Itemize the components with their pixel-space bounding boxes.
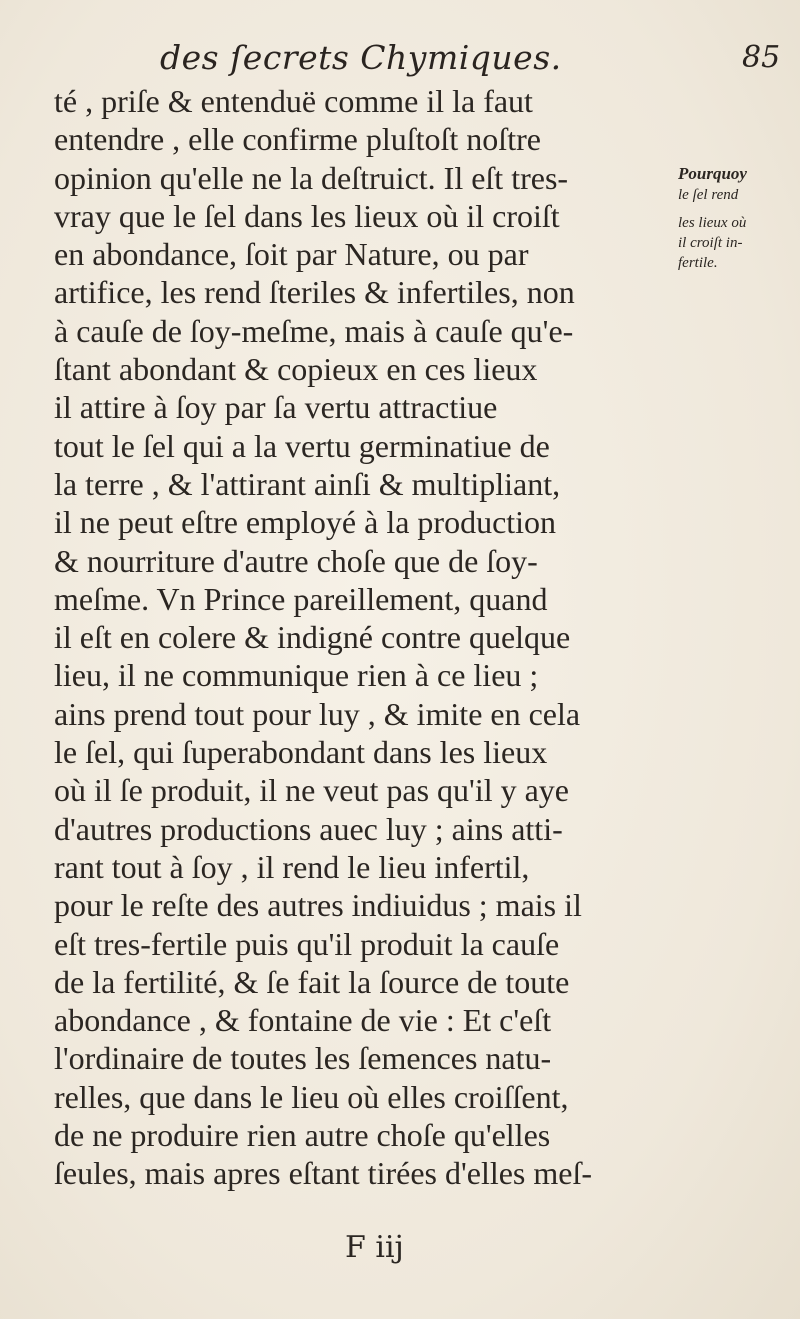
text-line: il attire à ſoy par ſa vertu attractiue (54, 389, 498, 426)
text-line: l'ordinaire de toutes les ſemences natu- (54, 1040, 552, 1077)
text-line: eſt tres-fertile puis qu'il produit la cauſe (54, 925, 560, 962)
running-title: des ſecrets Chymiques. (160, 38, 562, 77)
text-line: artifice, les rend ſteriles & infertiles, non (54, 274, 575, 311)
body-text (54, 82, 674, 1193)
text-line: tout le ſel qui a la vertu germinatiue de (54, 427, 550, 464)
text-line: pour le reſte des autres indiuidus ; mais il (54, 887, 582, 924)
text-line: entendre , elle confirme pluſtoſt noſtre (54, 121, 541, 158)
text-line: vray que le ſel dans les lieux où il croiſt (54, 197, 560, 234)
text-line: de la fertilité, & ſe fait la ſource de toute (54, 963, 570, 1000)
text-line: lieu, il ne communique rien à ce lieu ; (54, 657, 539, 694)
text-line: ſeules, mais apres eſtant tirées d'elles meſ- (54, 1155, 593, 1192)
text-line: ſtant abondant & copieux en ces lieux (54, 351, 538, 388)
text-line: de ne produire rien autre choſe qu'elles (54, 1117, 551, 1154)
text-line: en abondance, ſoit par Nature, ou par (54, 236, 529, 273)
text-line: & nourriture d'autre choſe que de ſoy- (54, 542, 538, 579)
text-line: il eſt en colere & indigné contre quelque (54, 619, 571, 656)
text-line: abondance , & fontaine de vie : Et c'eſt (54, 1002, 552, 1039)
text-line: il ne peut eſtre employé à la production (54, 504, 557, 541)
margin-note-line: le ſel rend (678, 187, 739, 203)
text-line: opinion qu'elle ne la deſtruict. Il eſt tres- (54, 159, 569, 196)
text-line: relles, que dans le lieu où elles croiſſent, (54, 1078, 569, 1115)
margin-note-line: Pourquoy (678, 164, 747, 183)
text-line: té , priſe & entenduë comme il la faut (54, 83, 533, 119)
text-line: d'autres productions auec luy ; ains atti- (54, 810, 563, 847)
margin-note-line: les lieux où (678, 215, 747, 231)
text-line: meſme. Vn Prince pareillement, quand (54, 580, 548, 617)
text-line: la terre , & l'attirant ainſi & multipliant, (54, 465, 561, 502)
text-line: où il ſe produit, il ne veut pas qu'il y aye (54, 772, 569, 809)
margin-note-line: fertile. (678, 255, 718, 271)
margin-note (678, 163, 793, 273)
margin-note-line: il croiſt in- (678, 235, 743, 251)
text-line: le ſel, qui ſuperabondant dans les lieux (54, 734, 548, 771)
page-number: 85 (742, 40, 781, 75)
text-line: rant tout à ſoy , il rend le lieu infertil, (54, 848, 530, 885)
signature-mark: F iij (345, 1230, 404, 1265)
text-line: à cauſe de ſoy-meſme, mais à cauſe qu'e- (54, 312, 574, 349)
text-line: ains prend tout pour luy , & imite en cela (54, 695, 581, 732)
